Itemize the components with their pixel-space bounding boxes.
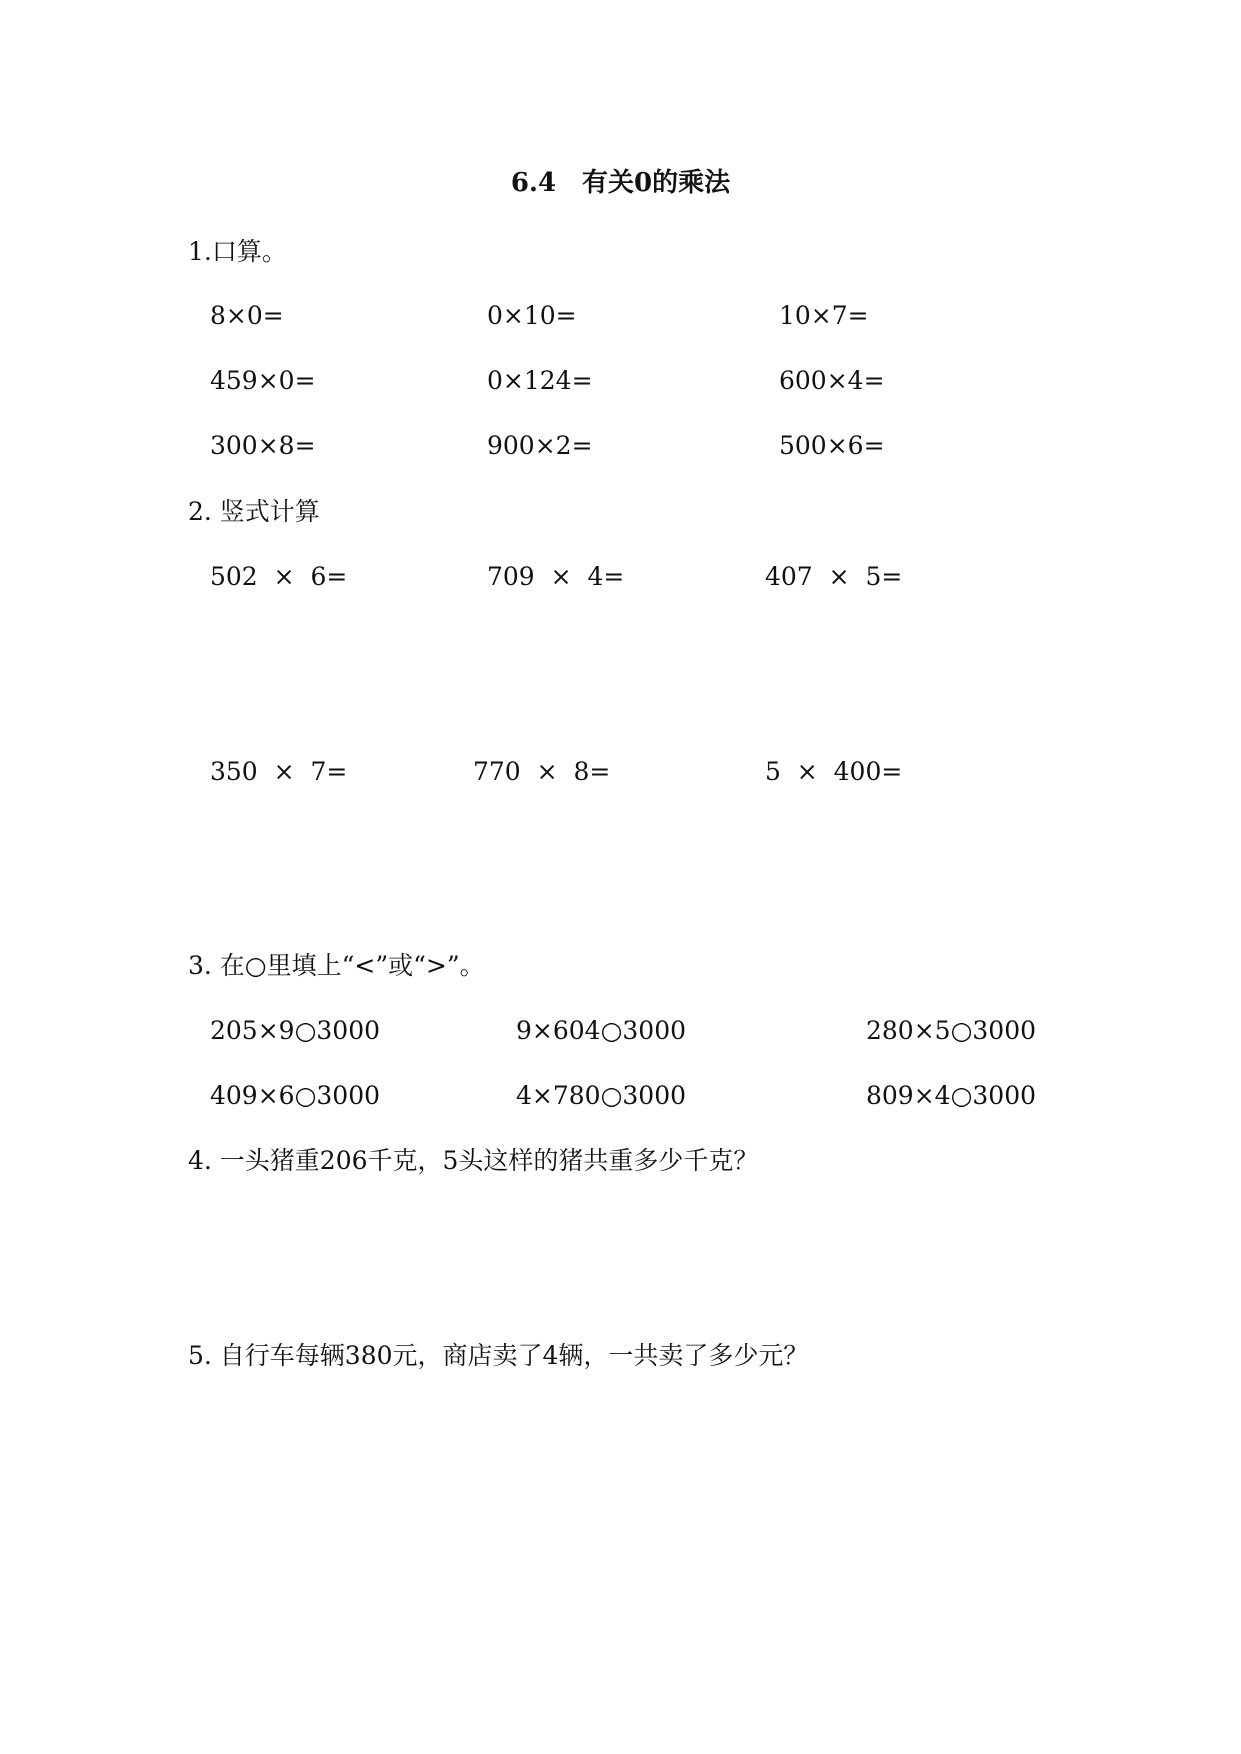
oral-item: 8×0= (210, 301, 284, 330)
vertical-calc-item: 5 × 400= (765, 757, 903, 786)
compare-item: 809×4○3000 (866, 1081, 1037, 1110)
compare-item: 9×604○3000 (516, 1016, 687, 1045)
oral-item: 500×6= (779, 431, 885, 460)
question-5-label: 5. 自行车每辆380元，商店卖了4辆，一共卖了多少元？ (188, 1341, 809, 1370)
oral-item: 0×10= (487, 301, 577, 330)
vertical-calc-item: 350 × 7= (210, 757, 348, 786)
vertical-calc-item: 770 × 8= (473, 757, 611, 786)
oral-item: 0×124= (487, 366, 593, 395)
oral-item: 300×8= (210, 431, 316, 460)
question-4-label: 4. 一头猪重206千克，5头这样的猪共重多少千克？ (188, 1146, 759, 1175)
oral-item: 10×7= (779, 301, 869, 330)
compare-item: 280×5○3000 (866, 1016, 1037, 1045)
vertical-calc-item: 709 × 4= (487, 562, 625, 591)
question-2-label: 2. 竖式计算 (188, 497, 320, 526)
oral-item: 900×2= (487, 431, 593, 460)
oral-item: 459×0= (210, 366, 316, 395)
oral-item: 600×4= (779, 366, 885, 395)
question-3-label: 3. 在○里填上“<”或“>”。 (188, 951, 485, 980)
compare-item: 205×9○3000 (210, 1016, 381, 1045)
compare-item: 4×780○3000 (516, 1081, 687, 1110)
question-1-label: 1.口算。 (188, 237, 287, 266)
vertical-calc-item: 407 × 5= (765, 562, 903, 591)
compare-item: 409×6○3000 (210, 1081, 381, 1110)
page-title: 6.4 有关0的乘法 (510, 168, 731, 198)
vertical-calc-item: 502 × 6= (210, 562, 348, 591)
